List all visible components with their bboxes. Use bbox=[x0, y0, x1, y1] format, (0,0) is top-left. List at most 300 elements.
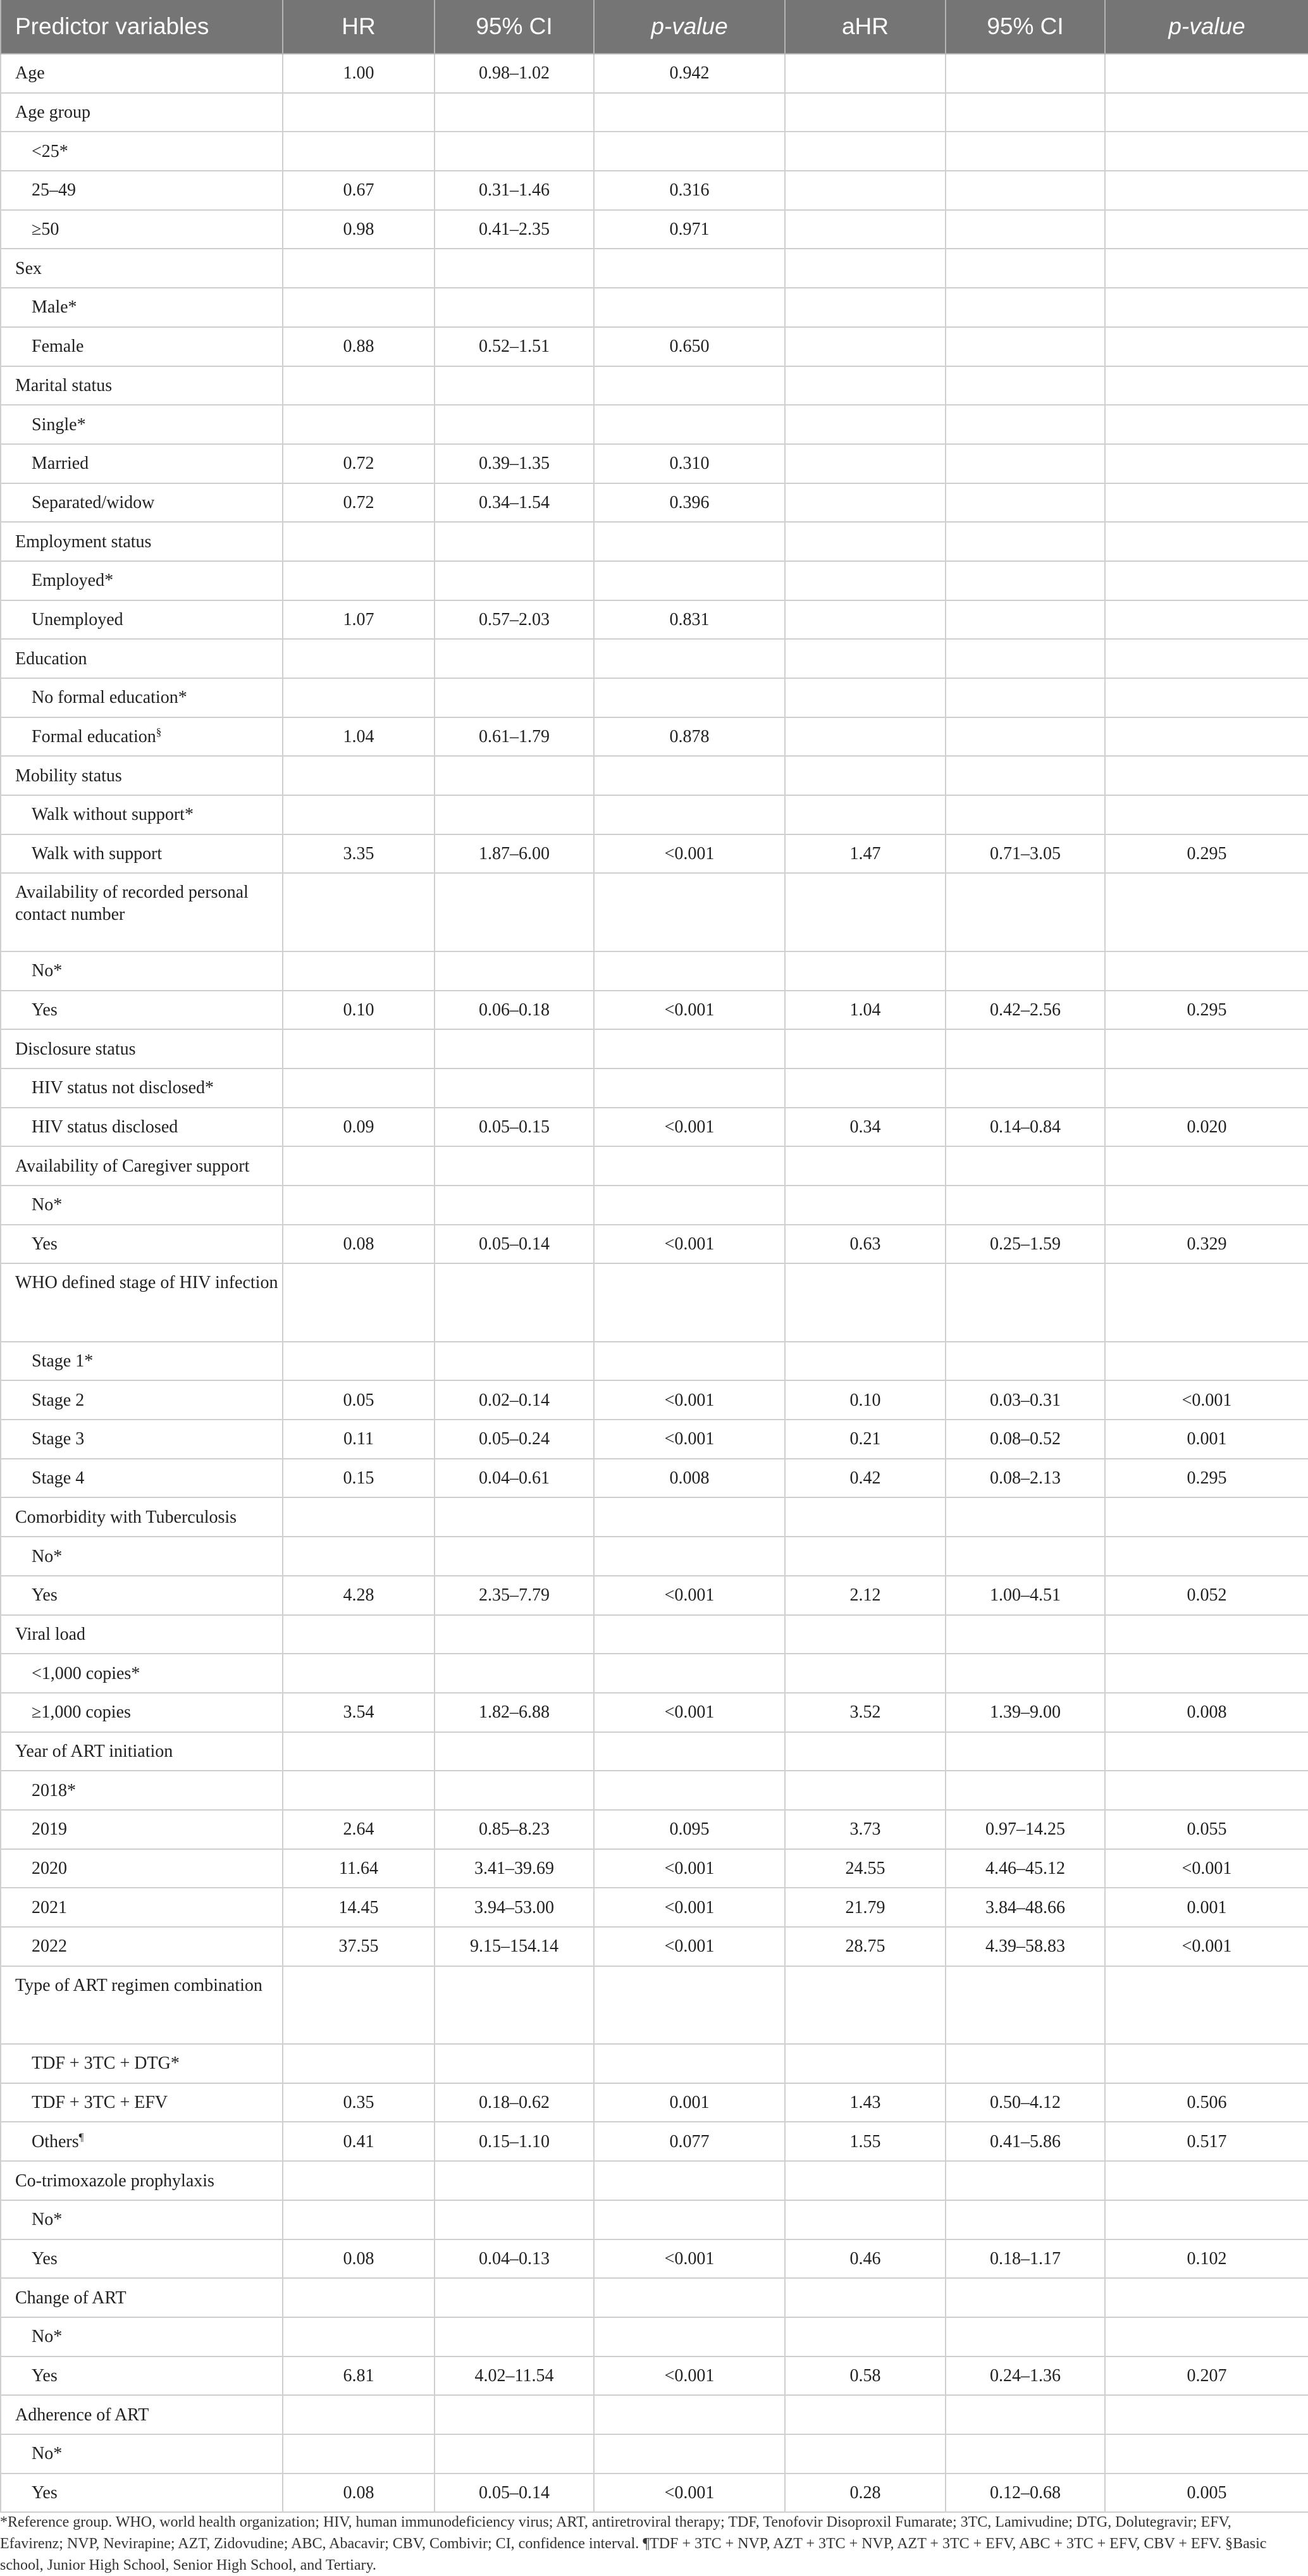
row-label: 2020 bbox=[32, 1859, 67, 1878]
variable-label-cell bbox=[1, 1966, 283, 2044]
ci-cell: 0.18–0.62 bbox=[435, 2083, 594, 2122]
p-value-cell: 0.310 bbox=[594, 444, 785, 483]
variable-label-cell bbox=[1, 522, 283, 561]
ahr-cell: 24.55 bbox=[785, 1849, 946, 1888]
hr-cell bbox=[283, 1654, 435, 1693]
hr-cell bbox=[283, 288, 435, 327]
ci-cell: 0.15–1.10 bbox=[435, 2122, 594, 2161]
adjusted-ci-cell bbox=[946, 1146, 1105, 1186]
row-label: Yes bbox=[32, 1234, 58, 1254]
p-value-cell bbox=[594, 1263, 785, 1341]
p-value-cell bbox=[594, 132, 785, 171]
table-row bbox=[1, 405, 1308, 444]
hr-cell bbox=[283, 795, 435, 834]
adjusted-p-value-cell bbox=[1105, 444, 1308, 483]
ci-cell bbox=[435, 1966, 594, 2044]
adjusted-ci-cell bbox=[946, 756, 1105, 795]
ahr-cell bbox=[785, 600, 946, 640]
p-value-cell: 0.650 bbox=[594, 327, 785, 366]
adjusted-p-value-cell bbox=[1105, 2317, 1308, 2356]
adjusted-ci-cell bbox=[946, 54, 1105, 93]
adjusted-ci-cell bbox=[946, 210, 1105, 249]
p-value-cell bbox=[594, 288, 785, 327]
adjusted-p-value-cell bbox=[1105, 639, 1308, 678]
ci-cell: 4.02–11.54 bbox=[435, 2356, 594, 2396]
adjusted-p-value-cell bbox=[1105, 1771, 1308, 1810]
p-value-cell bbox=[594, 1732, 785, 1771]
ci-cell: 1.87–6.00 bbox=[435, 834, 594, 874]
category-label-cell bbox=[1, 795, 283, 834]
adjusted-ci-cell bbox=[946, 93, 1105, 132]
adjusted-p-value-cell bbox=[1105, 873, 1308, 951]
variable-label-cell bbox=[1, 54, 283, 93]
table-row bbox=[1, 951, 1308, 991]
p-value-cell: 0.942 bbox=[594, 54, 785, 93]
category-label-cell bbox=[1, 327, 283, 366]
ahr-cell bbox=[785, 210, 946, 249]
p-value-cell bbox=[594, 561, 785, 600]
adjusted-p-value-cell bbox=[1105, 600, 1308, 640]
category-label-cell bbox=[1, 1537, 283, 1576]
table-row bbox=[1, 1146, 1308, 1186]
table-row bbox=[1, 1029, 1308, 1068]
hr-cell: 1.04 bbox=[283, 717, 435, 757]
p-value-cell bbox=[594, 1342, 785, 1381]
table-row bbox=[1, 2434, 1308, 2474]
adjusted-p-value-cell bbox=[1105, 2278, 1308, 2317]
table-row bbox=[1, 366, 1308, 406]
variable-label-cell bbox=[1, 756, 283, 795]
reference-group-marker: * bbox=[53, 1546, 63, 1566]
adjusted-p-value-cell bbox=[1105, 405, 1308, 444]
table-row bbox=[1, 2317, 1308, 2356]
hr-cell bbox=[283, 1342, 435, 1381]
adjusted-p-value-cell bbox=[1105, 2161, 1308, 2200]
ahr-cell: 0.10 bbox=[785, 1380, 946, 1420]
table-row bbox=[1, 1342, 1308, 1381]
adjusted-p-value-cell: 0.295 bbox=[1105, 991, 1308, 1030]
row-label: Year of ART initiation bbox=[15, 1741, 173, 1761]
row-label: No bbox=[32, 2210, 54, 2230]
hr-cell: 11.64 bbox=[283, 1849, 435, 1888]
adjusted-ci-cell: 0.42–2.56 bbox=[946, 991, 1105, 1030]
ci-cell bbox=[435, 93, 594, 132]
p-value-cell bbox=[594, 2161, 785, 2200]
row-label: Stage 1 bbox=[32, 1351, 85, 1372]
hr-cell: 0.67 bbox=[283, 171, 435, 210]
ahr-cell bbox=[785, 2044, 946, 2083]
ci-cell: 0.39–1.35 bbox=[435, 444, 594, 483]
ci-cell bbox=[435, 1771, 594, 1810]
table-row bbox=[1, 1654, 1308, 1693]
p-value-cell: <0.001 bbox=[594, 1693, 785, 1732]
category-label-cell bbox=[1, 405, 283, 444]
table-row bbox=[1, 1380, 1308, 1420]
adjusted-p-value-cell bbox=[1105, 366, 1308, 406]
table-row bbox=[1, 1927, 1308, 1966]
hr-cell: 0.09 bbox=[283, 1108, 435, 1147]
adjusted-ci-cell bbox=[946, 2395, 1105, 2434]
p-value-cell bbox=[594, 1146, 785, 1186]
category-label-cell bbox=[1, 2083, 283, 2122]
adjusted-p-value-cell: 0.329 bbox=[1105, 1225, 1308, 1264]
row-label: TDF + 3TC + EFV bbox=[32, 2093, 168, 2113]
category-label-cell bbox=[1, 678, 283, 717]
ahr-cell bbox=[785, 717, 946, 757]
hr-cell bbox=[283, 132, 435, 171]
adjusted-p-value-cell: 0.052 bbox=[1105, 1576, 1308, 1615]
row-label: Male bbox=[32, 297, 68, 318]
ahr-cell: 1.55 bbox=[785, 2122, 946, 2161]
hr-cell bbox=[283, 2200, 435, 2239]
table-row bbox=[1, 873, 1308, 951]
variable-label-cell bbox=[1, 93, 283, 132]
ci-cell: 0.61–1.79 bbox=[435, 717, 594, 757]
ci-cell bbox=[435, 2395, 594, 2434]
adjusted-p-value-cell: <0.001 bbox=[1105, 1380, 1308, 1420]
ci-cell: 0.41–2.35 bbox=[435, 210, 594, 249]
adjusted-ci-cell bbox=[946, 600, 1105, 640]
reference-group-marker: * bbox=[53, 2327, 63, 2347]
row-label: Unemployed bbox=[32, 609, 123, 629]
hr-cell: 0.72 bbox=[283, 483, 435, 523]
ahr-cell bbox=[785, 1732, 946, 1771]
ahr-cell bbox=[785, 1068, 946, 1108]
row-label: Adherence of ART bbox=[15, 2405, 149, 2425]
adjusted-ci-cell bbox=[946, 405, 1105, 444]
table-row bbox=[1, 1263, 1308, 1341]
reference-group-marker: * bbox=[205, 1078, 214, 1098]
table-row bbox=[1, 93, 1308, 132]
header-ahr: aHR bbox=[785, 0, 946, 54]
ahr-cell: 1.47 bbox=[785, 834, 946, 874]
ahr-cell: 1.43 bbox=[785, 2083, 946, 2122]
ci-cell bbox=[435, 951, 594, 991]
adjusted-p-value-cell bbox=[1105, 1146, 1308, 1186]
p-value-cell bbox=[594, 405, 785, 444]
table-row bbox=[1, 522, 1308, 561]
ahr-cell bbox=[785, 1615, 946, 1654]
p-value-cell bbox=[594, 1497, 785, 1537]
p-value-cell: 0.008 bbox=[594, 1459, 785, 1498]
adjusted-p-value-cell bbox=[1105, 249, 1308, 288]
hr-cell: 3.54 bbox=[283, 1693, 435, 1732]
row-label: Yes bbox=[32, 2483, 58, 2503]
ahr-cell bbox=[785, 132, 946, 171]
ci-cell bbox=[435, 2317, 594, 2356]
table-row bbox=[1, 2356, 1308, 2396]
adjusted-ci-cell bbox=[946, 2044, 1105, 2083]
p-value-cell: <0.001 bbox=[594, 834, 785, 874]
adjusted-p-value-cell: 0.207 bbox=[1105, 2356, 1308, 2396]
p-value-cell bbox=[594, 756, 785, 795]
ahr-cell: 0.28 bbox=[785, 2474, 946, 2513]
row-label: Yes bbox=[32, 1585, 58, 1606]
p-value-cell: <0.001 bbox=[594, 1576, 785, 1615]
ci-cell bbox=[435, 1732, 594, 1771]
adjusted-ci-cell bbox=[946, 639, 1105, 678]
adjusted-p-value-cell bbox=[1105, 54, 1308, 93]
p-value-cell: <0.001 bbox=[594, 2239, 785, 2279]
hr-cell bbox=[283, 1186, 435, 1225]
table-row bbox=[1, 600, 1308, 640]
adjusted-p-value-cell bbox=[1105, 795, 1308, 834]
ci-cell: 0.05–0.14 bbox=[435, 1225, 594, 1264]
category-label-cell bbox=[1, 1849, 283, 1888]
hr-cell bbox=[283, 2044, 435, 2083]
adjusted-p-value-cell bbox=[1105, 951, 1308, 991]
ci-cell: 0.52–1.51 bbox=[435, 327, 594, 366]
variable-label-cell bbox=[1, 1146, 283, 1186]
ahr-cell: 0.46 bbox=[785, 2239, 946, 2279]
table-row bbox=[1, 1810, 1308, 1849]
row-label: ≥50 bbox=[32, 220, 59, 240]
adjusted-p-value-cell bbox=[1105, 483, 1308, 523]
ahr-cell: 0.63 bbox=[785, 1225, 946, 1264]
category-label-cell bbox=[1, 991, 283, 1030]
hr-cell: 0.11 bbox=[283, 1420, 435, 1459]
table-row bbox=[1, 132, 1308, 171]
p-value-cell: 0.077 bbox=[594, 2122, 785, 2161]
category-label-cell bbox=[1, 1576, 283, 1615]
hr-cell bbox=[283, 639, 435, 678]
row-label: Walk without support bbox=[32, 805, 185, 825]
ci-cell bbox=[435, 1263, 594, 1341]
reference-group-marker: * bbox=[104, 571, 114, 591]
category-label-cell bbox=[1, 2200, 283, 2239]
p-value-cell bbox=[594, 1771, 785, 1810]
ahr-cell bbox=[785, 1342, 946, 1381]
hr-cell: 14.45 bbox=[283, 1888, 435, 1927]
ahr-cell bbox=[785, 873, 946, 951]
ahr-cell bbox=[785, 366, 946, 406]
adjusted-ci-cell bbox=[946, 483, 1105, 523]
adjusted-p-value-cell: 0.506 bbox=[1105, 2083, 1308, 2122]
row-label: <1,000 copies bbox=[32, 1663, 132, 1683]
row-label: Disclosure status bbox=[15, 1039, 136, 1059]
row-label: Employed bbox=[32, 571, 105, 591]
ahr-cell: 3.52 bbox=[785, 1693, 946, 1732]
adjusted-ci-cell bbox=[946, 171, 1105, 210]
adjusted-ci-cell bbox=[946, 1029, 1105, 1068]
row-label: Availability of Caregiver support bbox=[15, 1156, 250, 1176]
adjusted-p-value-cell bbox=[1105, 327, 1308, 366]
adjusted-ci-cell bbox=[946, 678, 1105, 717]
table-row bbox=[1, 1576, 1308, 1615]
adjusted-ci-cell bbox=[946, 444, 1105, 483]
hr-cell: 2.64 bbox=[283, 1810, 435, 1849]
row-label: Stage 2 bbox=[32, 1390, 85, 1410]
ci-cell: 3.94–53.00 bbox=[435, 1888, 594, 1927]
header-row bbox=[1, 0, 1308, 54]
ahr-cell bbox=[785, 93, 946, 132]
ci-cell bbox=[435, 1537, 594, 1576]
variable-label-cell bbox=[1, 1263, 283, 1341]
row-label: Formal education bbox=[32, 727, 156, 747]
ci-cell bbox=[435, 366, 594, 406]
adjusted-ci-cell bbox=[946, 1342, 1105, 1381]
adjusted-p-value-cell bbox=[1105, 171, 1308, 210]
hr-cell: 0.08 bbox=[283, 2239, 435, 2279]
header-adjusted-p-value bbox=[1105, 0, 1308, 54]
adjusted-p-value-cell bbox=[1105, 717, 1308, 757]
adjusted-ci-cell bbox=[946, 327, 1105, 366]
row-label: Availability of recorded personal contact number bbox=[15, 882, 249, 925]
table-row bbox=[1, 639, 1308, 678]
hr-cell bbox=[283, 1146, 435, 1186]
p-value-cell: <0.001 bbox=[594, 1225, 785, 1264]
hr-cell bbox=[283, 249, 435, 288]
adjusted-ci-cell bbox=[946, 2200, 1105, 2239]
adjusted-p-value-cell: <0.001 bbox=[1105, 1927, 1308, 1966]
ci-cell: 0.04–0.61 bbox=[435, 1459, 594, 1498]
p-value-cell: 0.095 bbox=[594, 1810, 785, 1849]
variable-label-cell bbox=[1, 2395, 283, 2434]
hr-cell: 4.28 bbox=[283, 1576, 435, 1615]
table-row bbox=[1, 444, 1308, 483]
table-body bbox=[1, 54, 1308, 2512]
p-value-cell bbox=[594, 678, 785, 717]
hr-cell: 0.35 bbox=[283, 2083, 435, 2122]
table-row bbox=[1, 991, 1308, 1030]
category-label-cell bbox=[1, 1380, 283, 1420]
p-value-cell: 0.971 bbox=[594, 210, 785, 249]
ci-cell bbox=[435, 2044, 594, 2083]
reference-group-marker: * bbox=[184, 805, 194, 825]
variable-label-cell bbox=[1, 639, 283, 678]
adjusted-ci-cell bbox=[946, 1537, 1105, 1576]
category-label-cell bbox=[1, 600, 283, 640]
adjusted-ci-cell: 0.24–1.36 bbox=[946, 2356, 1105, 2396]
ci-cell: 0.06–0.18 bbox=[435, 991, 594, 1030]
adjusted-p-value-cell: 0.020 bbox=[1105, 1108, 1308, 1147]
adjusted-ci-cell bbox=[946, 1615, 1105, 1654]
hr-cell bbox=[283, 678, 435, 717]
ahr-cell bbox=[785, 171, 946, 210]
ahr-cell bbox=[785, 2395, 946, 2434]
adjusted-p-value-cell bbox=[1105, 2395, 1308, 2434]
row-label: Separated/widow bbox=[32, 492, 155, 512]
p-value-cell: 0.001 bbox=[594, 2083, 785, 2122]
category-label-cell bbox=[1, 483, 283, 523]
p-value-cell: <0.001 bbox=[594, 1849, 785, 1888]
reference-group-marker: * bbox=[67, 1780, 76, 1800]
ahr-cell bbox=[785, 249, 946, 288]
row-label: Mobility status bbox=[15, 765, 122, 786]
adjusted-ci-cell: 0.50–4.12 bbox=[946, 2083, 1105, 2122]
ci-cell bbox=[435, 249, 594, 288]
p-value-cell: 0.831 bbox=[594, 600, 785, 640]
hr-cell: 0.88 bbox=[283, 327, 435, 366]
category-label-cell bbox=[1, 2474, 283, 2513]
p-value-cell: <0.001 bbox=[594, 1927, 785, 1966]
ahr-cell bbox=[785, 1263, 946, 1341]
reference-group-marker: * bbox=[77, 414, 86, 435]
adjusted-ci-cell bbox=[946, 1654, 1105, 1693]
header-predictor-variables: Predictor variables bbox=[1, 0, 283, 54]
row-label: Change of ART bbox=[15, 2288, 126, 2308]
ahr-cell bbox=[785, 522, 946, 561]
reference-group-marker: * bbox=[53, 2444, 63, 2464]
variable-label-cell bbox=[1, 2161, 283, 2200]
ahr-cell bbox=[785, 54, 946, 93]
row-label: 2018 bbox=[32, 1780, 67, 1800]
adjusted-p-value-cell: <0.001 bbox=[1105, 1849, 1308, 1888]
ahr-cell: 1.04 bbox=[785, 991, 946, 1030]
hr-cell bbox=[283, 1732, 435, 1771]
p-value-cell bbox=[594, 249, 785, 288]
ci-cell bbox=[435, 1146, 594, 1186]
ahr-cell bbox=[785, 444, 946, 483]
table-row bbox=[1, 717, 1308, 757]
reference-group-marker: * bbox=[68, 297, 77, 318]
adjusted-p-value-cell: 0.295 bbox=[1105, 1459, 1308, 1498]
reference-group-marker: * bbox=[59, 141, 68, 161]
table-row bbox=[1, 2239, 1308, 2279]
row-label: 2019 bbox=[32, 1819, 67, 1840]
category-label-cell bbox=[1, 444, 283, 483]
p-value-cell bbox=[594, 366, 785, 406]
row-label: No bbox=[32, 961, 54, 981]
ahr-cell: 2.12 bbox=[785, 1576, 946, 1615]
ahr-cell bbox=[785, 1537, 946, 1576]
row-label: Comorbidity with Tuberculosis bbox=[15, 1507, 237, 1527]
table-row bbox=[1, 2200, 1308, 2239]
p-value-cell bbox=[594, 93, 785, 132]
ci-cell: 0.05–0.15 bbox=[435, 1108, 594, 1147]
category-label-cell bbox=[1, 1459, 283, 1498]
p-value-cell bbox=[594, 873, 785, 951]
header-adjusted-p-value-text: p-value bbox=[1168, 13, 1245, 39]
reference-group-marker: * bbox=[178, 688, 187, 708]
adjusted-p-value-cell bbox=[1105, 1732, 1308, 1771]
hr-cell bbox=[283, 1029, 435, 1068]
ahr-cell: 0.21 bbox=[785, 1420, 946, 1459]
adjusted-p-value-cell: 0.055 bbox=[1105, 1810, 1308, 1849]
p-value-cell bbox=[594, 2395, 785, 2434]
category-label-cell bbox=[1, 1810, 283, 1849]
hr-cell: 1.07 bbox=[283, 600, 435, 640]
ahr-cell bbox=[785, 561, 946, 600]
table-row bbox=[1, 1459, 1308, 1498]
p-value-cell bbox=[594, 2434, 785, 2474]
table-row bbox=[1, 1108, 1308, 1147]
table-row bbox=[1, 1888, 1308, 1927]
p-value-cell: <0.001 bbox=[594, 2356, 785, 2396]
hr-cell: 0.72 bbox=[283, 444, 435, 483]
adjusted-p-value-cell bbox=[1105, 1615, 1308, 1654]
reference-group-marker: * bbox=[131, 1663, 140, 1683]
hr-cell: 0.10 bbox=[283, 991, 435, 1030]
category-label-cell bbox=[1, 288, 283, 327]
table-row bbox=[1, 2278, 1308, 2317]
row-label: Single bbox=[32, 414, 77, 435]
ci-cell bbox=[435, 132, 594, 171]
ci-cell bbox=[435, 522, 594, 561]
adjusted-p-value-cell bbox=[1105, 2044, 1308, 2083]
ahr-cell bbox=[785, 795, 946, 834]
ahr-cell: 0.34 bbox=[785, 1108, 946, 1147]
adjusted-p-value-cell bbox=[1105, 678, 1308, 717]
ahr-cell bbox=[785, 2434, 946, 2474]
category-label-cell bbox=[1, 2317, 283, 2356]
row-label: Female bbox=[32, 337, 84, 357]
table-row bbox=[1, 2122, 1308, 2161]
ahr-cell bbox=[785, 1966, 946, 2044]
table-header bbox=[1, 0, 1308, 54]
ci-cell bbox=[435, 2200, 594, 2239]
adjusted-ci-cell bbox=[946, 2317, 1105, 2356]
